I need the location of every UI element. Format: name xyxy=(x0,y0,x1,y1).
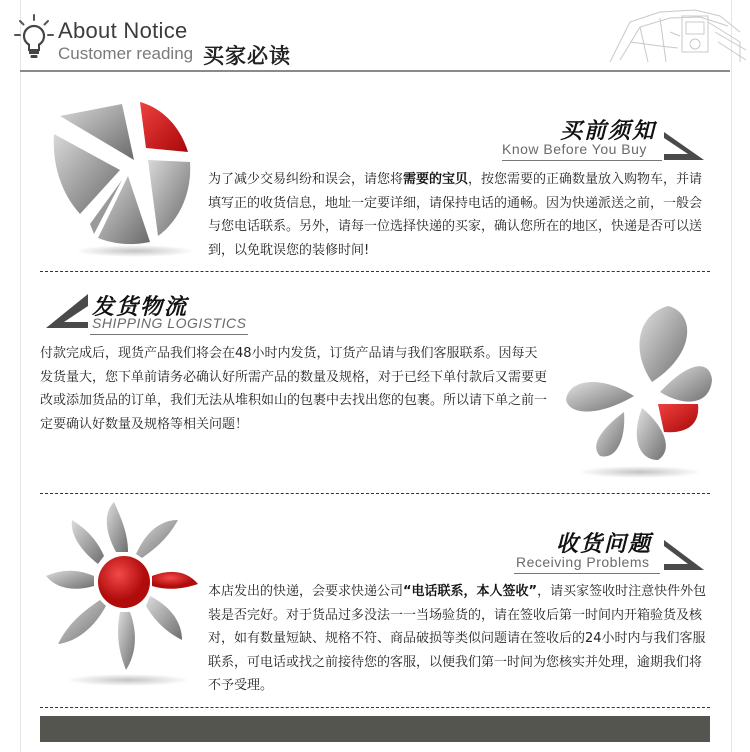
chevron-right-icon xyxy=(664,126,708,162)
highlight-text: “电话联系，本人签收” xyxy=(403,584,538,599)
petal-flower-graphic xyxy=(560,300,716,482)
header-subtitle: Customer reading xyxy=(58,44,194,63)
lightbulb-icon xyxy=(14,14,54,60)
section-body-before-buy: 为了减少交易纠纷和误会，请您将需要的宝贝，按您需要的正确数量放入购物车，并请填写正的收货信息，地址一定要详细，请保持电话的通畅。因为快递派送之前，一般会与您电话联系。另外，请每一位选择快递的买家，确认您所在的地区，快递是否可以送到，以免耽误您的装修时间! xyxy=(208,172,703,258)
section-underline xyxy=(502,160,662,161)
section-divider xyxy=(40,493,710,494)
header-title-cn: 买家必读 xyxy=(203,44,291,68)
chevron-left-icon xyxy=(40,292,88,332)
footer-bar xyxy=(40,716,710,742)
chevron-right-icon xyxy=(664,534,708,572)
section-divider xyxy=(40,271,710,272)
section-body-receiving: 本店发出的快递，会要求快递公司“电话联系，本人签收”，请买家签收时注意快件外包装是否完好。对于货品过多没法一一当场验货的，请在签收后第一时间内开箱验货及核对，如有数量短缺、规格不符、商品破损等类似问题请在签收后的24小时内与我们客服联系，可电话或找之前接待您的客服，以便我们第一时间为您核实并处理，逾期我们将不予受理。 xyxy=(208,584,707,693)
sun-burst-graphic xyxy=(40,502,210,688)
section-divider xyxy=(40,707,710,708)
header-title: About Notice xyxy=(58,18,188,43)
machine-sketch-image xyxy=(600,2,748,68)
section-subtitle-receiving: Receiving Problems xyxy=(516,554,650,570)
header xyxy=(0,0,750,72)
section-underline xyxy=(514,573,660,574)
header-divider xyxy=(20,70,730,72)
section-subtitle-shipping: SHIPPING LOGISTICS xyxy=(92,315,247,331)
section-title-receiving: 收货问题 xyxy=(556,532,653,557)
section-title-before-buy: 买前须知 xyxy=(560,119,657,144)
section-body-shipping: 付款完成后，现货产品我们将会在48小时内发货，订货产品请与我们客服联系。因每天发货量大，您下单前请务必确认好所需产品的数量及规格，对于已经下单付款后又需要更改或添加货品的订单，我们无法从堆积如山的包裹中去找出您的包裹。所以请下单之前一定要确认好数量及规格等相关问题！ xyxy=(40,346,548,432)
segmented-circle-graphic-1 xyxy=(50,96,200,264)
highlight-text: 需要的宝贝 xyxy=(403,172,469,187)
section-subtitle-before-buy: Know Before You Buy xyxy=(502,141,647,157)
section-title-shipping: 发货物流 xyxy=(92,295,189,320)
section-underline xyxy=(90,334,248,335)
